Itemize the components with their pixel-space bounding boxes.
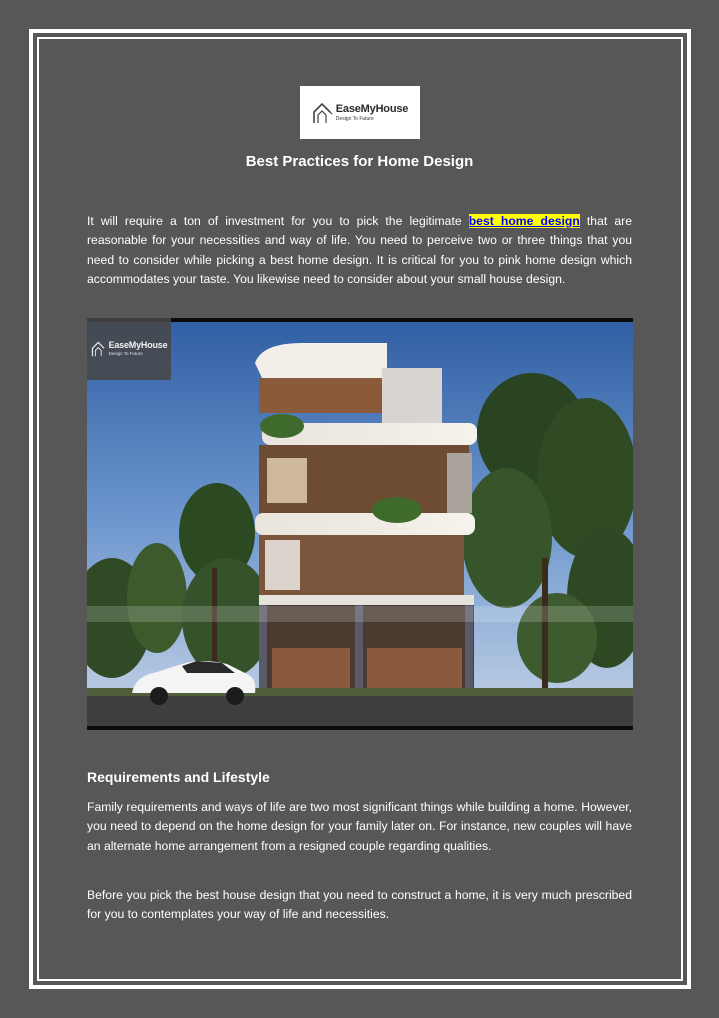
logo-tagline: Design To Future <box>335 115 374 122</box>
house-outline-icon <box>91 340 107 358</box>
page-title: Best Practices for Home Design <box>245 153 474 170</box>
photo-logo-tagline: Design To Future <box>108 351 143 357</box>
section-heading: Requirements and Lifestyle <box>87 769 270 785</box>
brand-logo <box>300 86 420 139</box>
best-home-design-link[interactable]: best home design <box>468 214 580 228</box>
logo-brand-name: EaseMyHouse <box>335 102 409 115</box>
intro-text-before: It will require a ton of investment for you to pick the legitimate <box>87 214 469 228</box>
intro-text-after: that are reasonable for your necessities and way of life. You need to perceive two or three things that you need to consider while picking a best home design. It is critical for you to pink home design which accommodates your taste. You likewise need to consider about your small house design. <box>87 214 632 286</box>
photo-logo-brand-name: EaseMyHouse <box>108 340 168 351</box>
house-outline-icon <box>312 101 334 125</box>
house-photo <box>87 318 633 730</box>
photo-brand-logo <box>87 318 171 380</box>
section-paragraph-2: Before you pick the best house design that you need to construct a home, it is very much prescribed for you to contemplates your way of life and necessities. <box>87 888 632 922</box>
section-paragraph-1: Family requirements and ways of life are two most significant things while building a home. However, you need to depend on the home design for your family later on. For instance, new couples will have an alternate home arrangement from a resigned couple regarding qualities. <box>87 800 632 853</box>
intro-paragraph <box>87 212 632 289</box>
